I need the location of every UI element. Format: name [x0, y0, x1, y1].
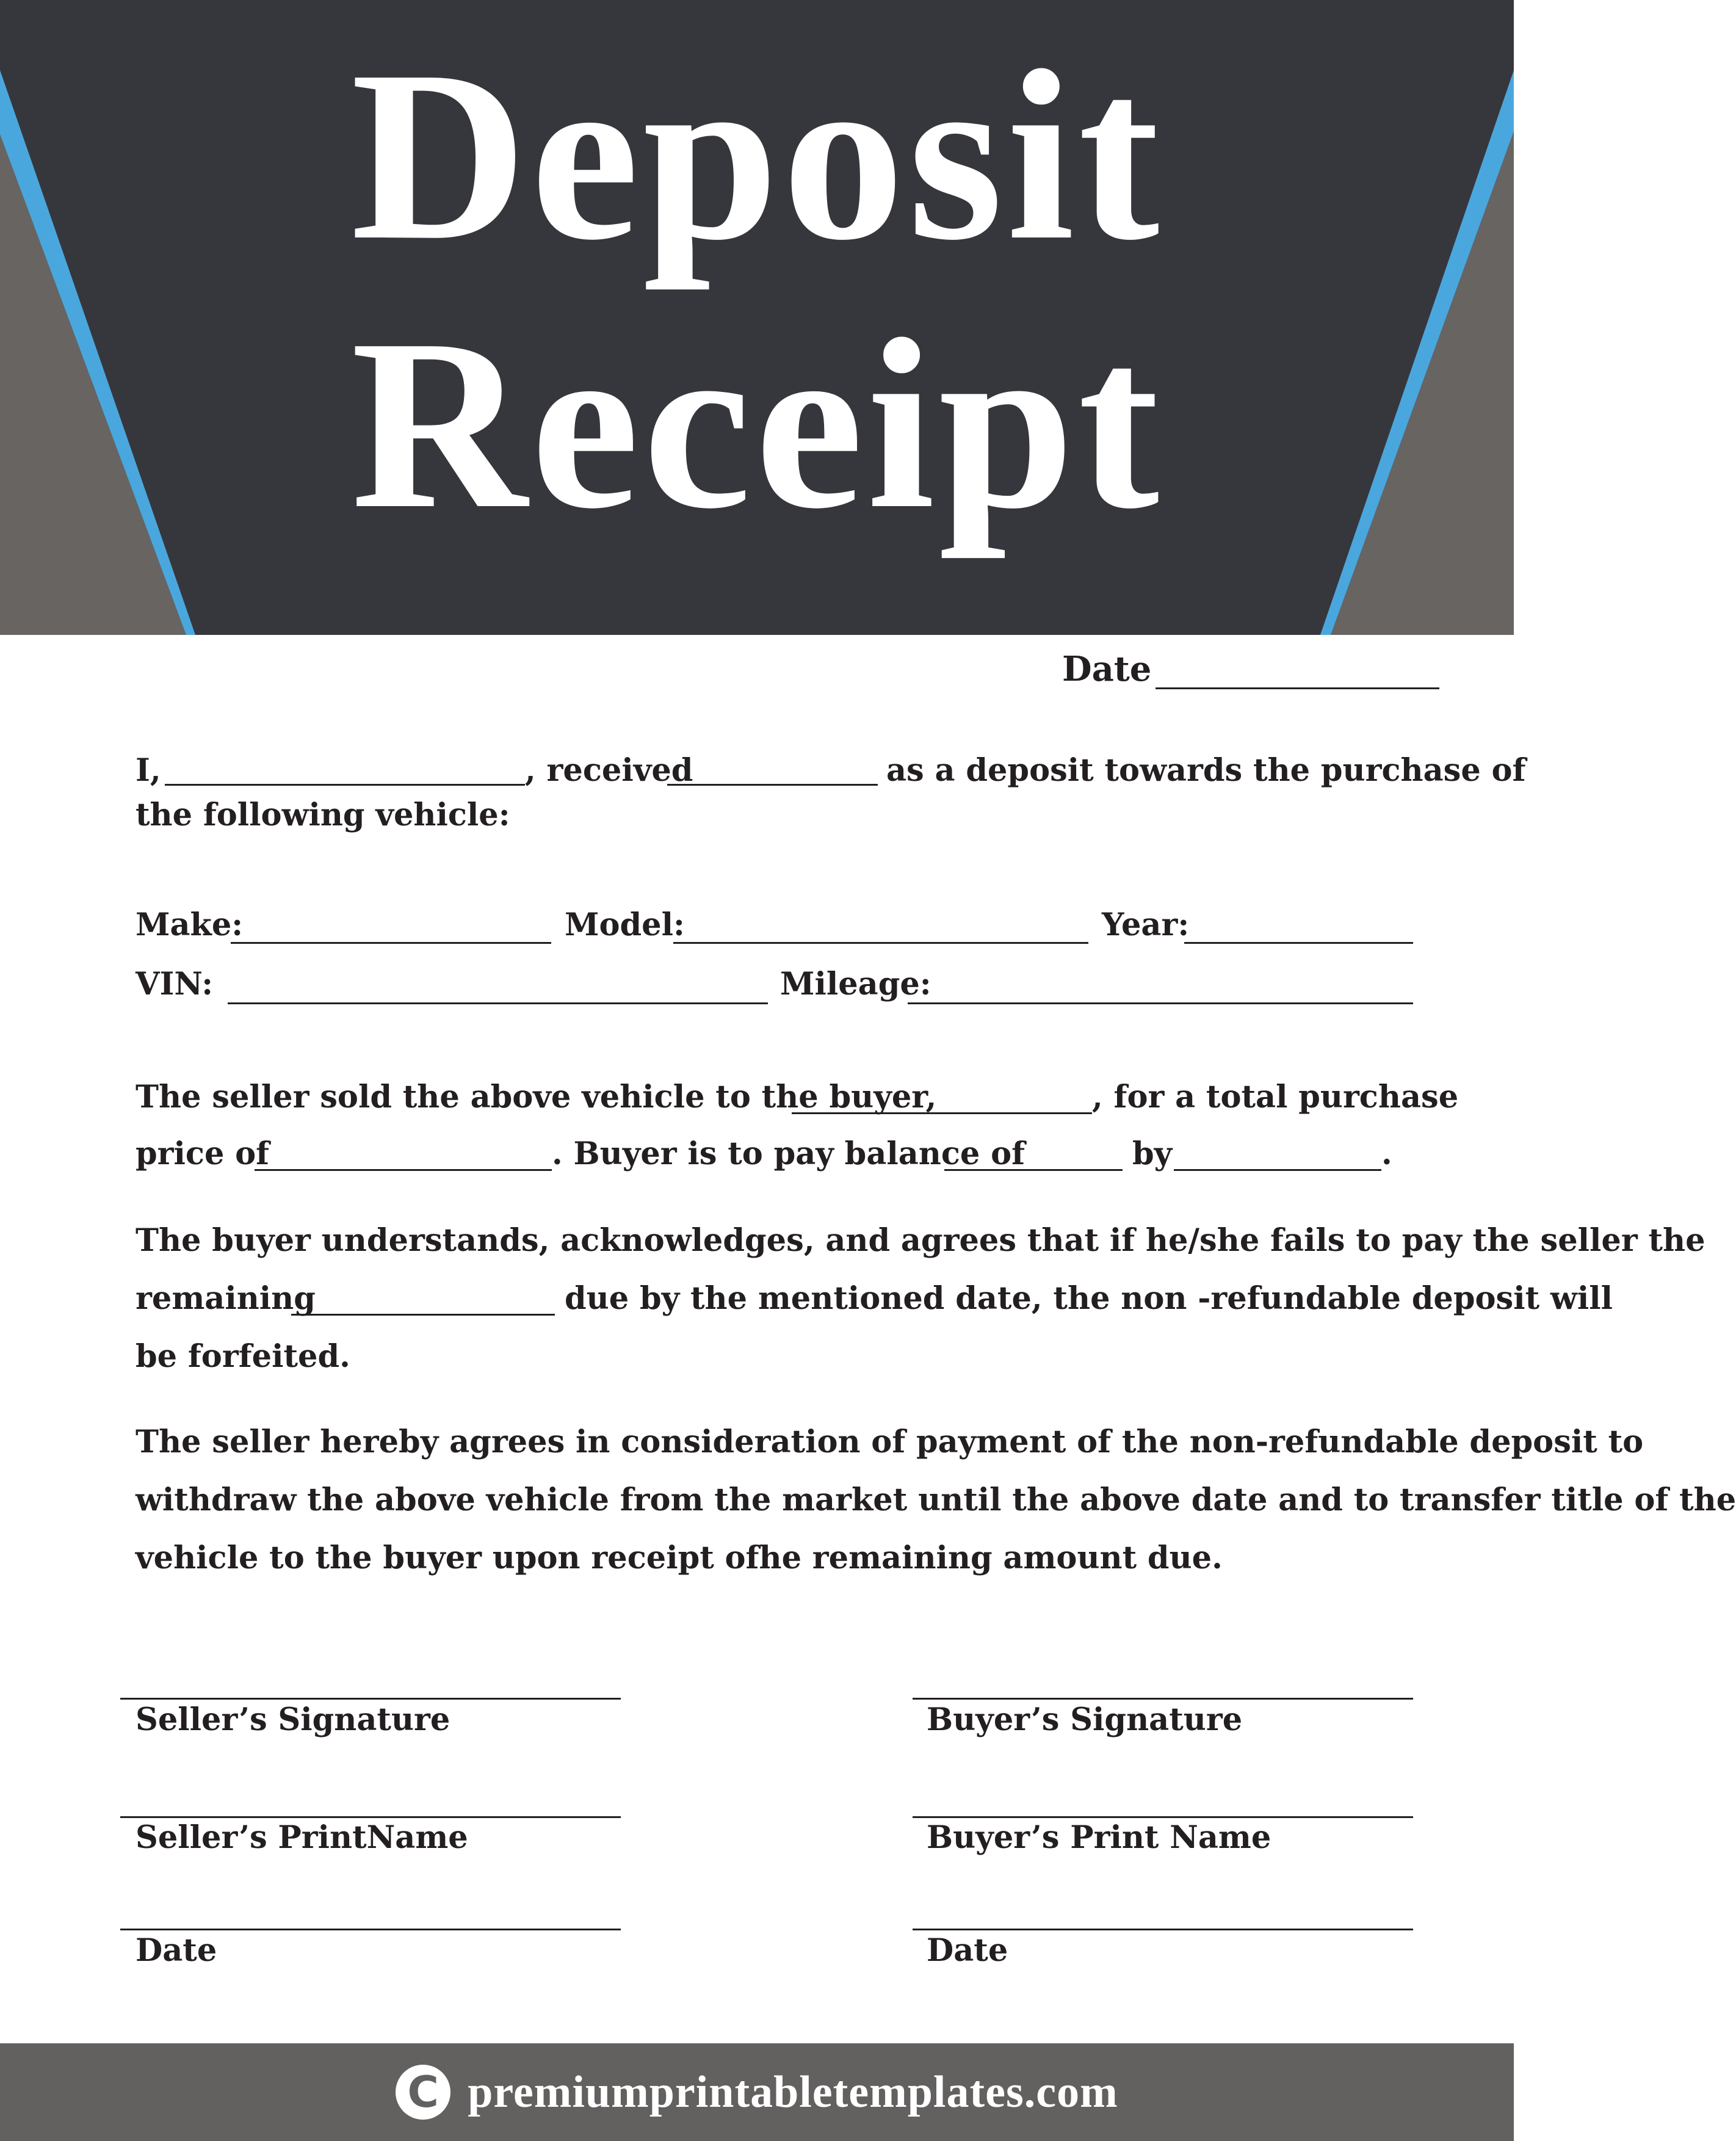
- agreement-line-1: The seller hereby agrees in consideration of payment of the non-refundable deposit to: [136, 1424, 1644, 1460]
- buyer-print-name-line[interactable]: [913, 1816, 1413, 1818]
- intro-i: I,: [136, 752, 161, 789]
- model-label: Model:: [565, 907, 685, 943]
- seller-signature-label: Seller’s Signature: [136, 1701, 450, 1738]
- footer-bar: [0, 2043, 1514, 2141]
- sale-period: .: [1381, 1136, 1392, 1172]
- seller-date-line[interactable]: [120, 1929, 621, 1930]
- sale-buyer-pay: . Buyer is to pay balance of: [552, 1136, 1025, 1172]
- buyer-signature-label: Buyer’s Signature: [927, 1701, 1243, 1738]
- intro-deposit-towards: as a deposit towards the purchase of: [886, 752, 1526, 789]
- balance-amount-field[interactable]: [944, 1169, 1123, 1171]
- sale-line-1b: , for a total purchase: [1092, 1079, 1459, 1115]
- vin-field[interactable]: [228, 1002, 768, 1004]
- seller-signature-line[interactable]: [120, 1698, 621, 1700]
- purchase-price-field[interactable]: [255, 1169, 552, 1171]
- year-label: Year:: [1102, 907, 1190, 943]
- sale-by: by: [1132, 1136, 1173, 1172]
- seller-date-label: Date: [136, 1932, 217, 1969]
- deposit-amount-field[interactable]: [667, 784, 878, 786]
- remaining-amount-field[interactable]: [291, 1314, 555, 1316]
- website-link[interactable]: premiumprintabletemplates.com: [468, 2067, 1118, 2117]
- forfeit-remaining: remaining: [136, 1280, 316, 1317]
- sale-line-1a: The seller sold the above vehicle to the buyer,: [136, 1079, 937, 1115]
- buyer-name-field[interactable]: [792, 1112, 1092, 1114]
- mileage-field[interactable]: [908, 1002, 1413, 1004]
- forfeit-line-3: be forfeited.: [136, 1338, 350, 1375]
- agreement-line-3: vehicle to the buyer upon receipt ofhe remaining amount due.: [136, 1540, 1223, 1576]
- buyer-date-line[interactable]: [913, 1929, 1413, 1930]
- forfeit-line-1: The buyer understands, acknowledges, and agrees that if he/she fails to pay the seller the: [136, 1222, 1705, 1259]
- mileage-label: Mileage:: [780, 966, 931, 1002]
- agreement-line-2: withdraw the above vehicle from the market until the above date and to transfer title of the: [136, 1482, 1736, 1518]
- buyer-print-name-label: Buyer’s Print Name: [927, 1819, 1271, 1856]
- buyer-date-label: Date: [927, 1932, 1008, 1969]
- seller-print-name-line[interactable]: [120, 1816, 621, 1818]
- vin-label: VIN:: [136, 966, 214, 1002]
- title-line-2: Receipt: [350, 289, 1163, 559]
- year-field[interactable]: [1184, 942, 1413, 944]
- sale-price-of: price of: [136, 1136, 270, 1172]
- balance-due-date-field[interactable]: [1174, 1169, 1381, 1171]
- make-label: Make:: [136, 907, 244, 943]
- buyer-signature-line[interactable]: [913, 1698, 1413, 1700]
- header-banner: [0, 0, 1514, 635]
- intro-received: , received: [525, 752, 693, 789]
- title-line-1: Deposit: [350, 20, 1163, 291]
- date-label: Date: [1062, 649, 1152, 689]
- forfeit-due-by: due by the mentioned date, the non -refundable deposit will: [565, 1280, 1613, 1317]
- recipient-name-field[interactable]: [165, 784, 525, 786]
- seller-print-name-label: Seller’s PrintName: [136, 1819, 468, 1856]
- date-field[interactable]: [1156, 687, 1439, 689]
- make-field[interactable]: [231, 942, 551, 944]
- intro-line-2: the following vehicle:: [136, 797, 510, 833]
- model-field[interactable]: [673, 942, 1088, 944]
- copyright-icon: C: [396, 2065, 450, 2120]
